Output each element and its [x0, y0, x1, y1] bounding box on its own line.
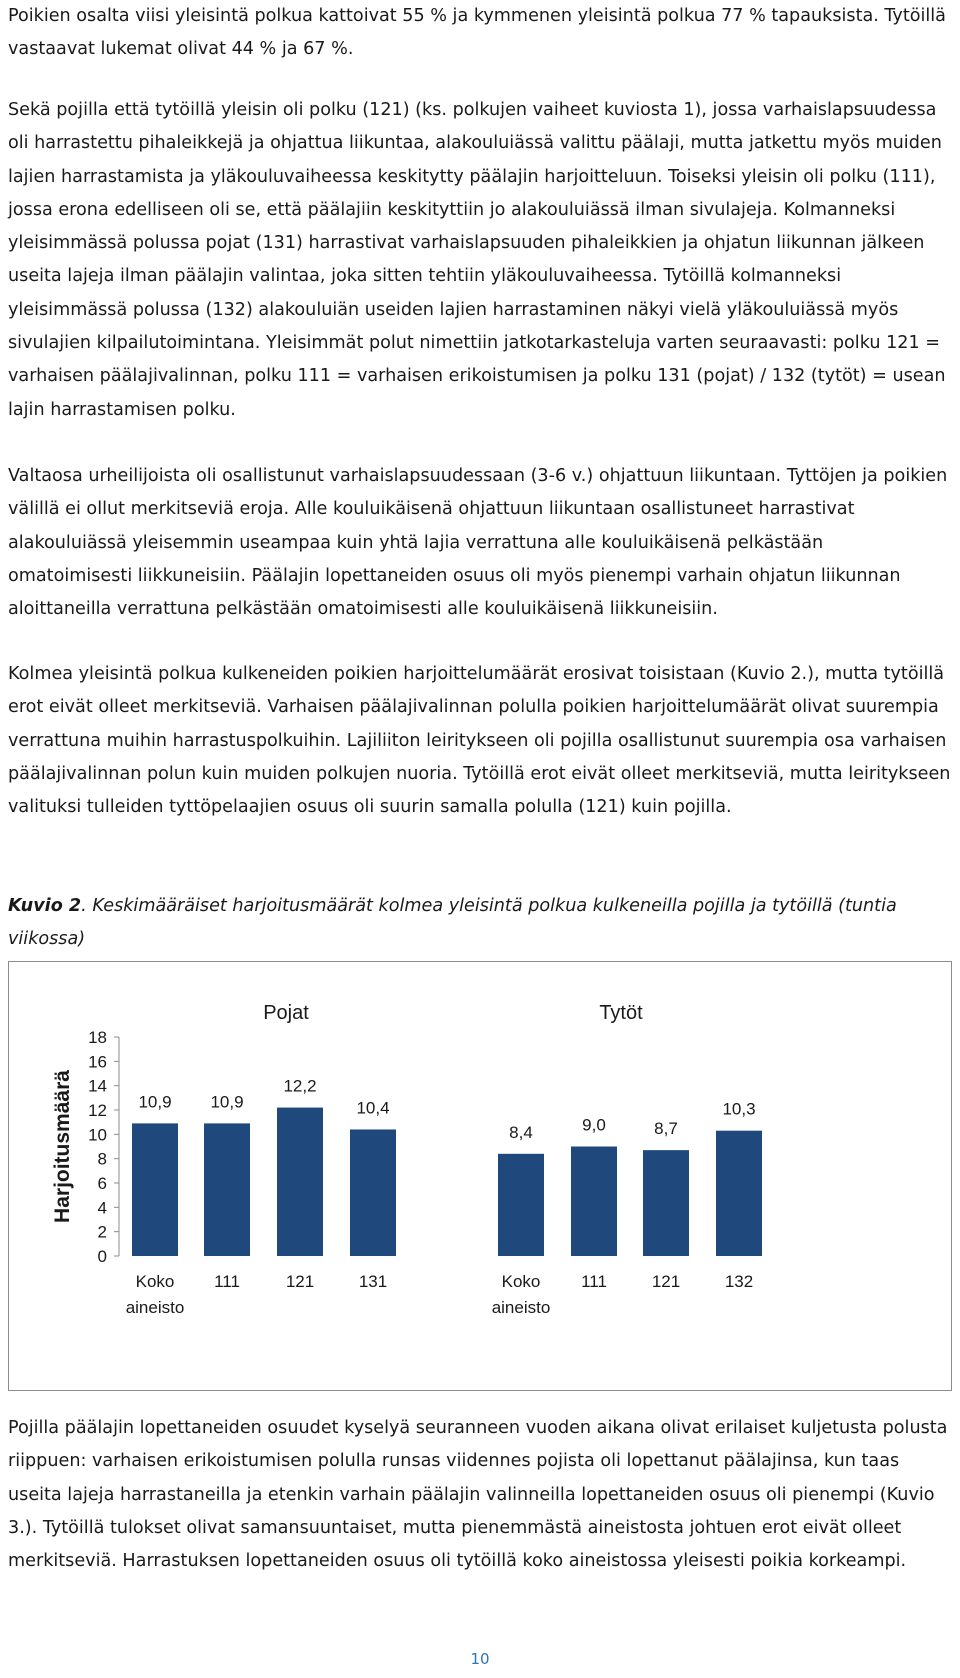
category-label: Koko: [135, 1272, 175, 1291]
y-tick-label: 16: [88, 1052, 107, 1072]
data-label: 12,2: [283, 1076, 317, 1096]
category-label: aineisto: [125, 1298, 185, 1317]
category-label: 131: [358, 1272, 388, 1291]
y-axis-title: Harjoitusmäärä: [51, 1070, 74, 1223]
paragraph-2: Sekä pojilla että tytöillä yleisin oli polku (121) (ks. polkujen vaiheet kuviosta 1), jossa varhaislapsuudessa oli harrastettu pihaleikkejä ja ohjattua liikuntaa, alakouluiässä valittu päälaji, mutta jatkettu myös muiden lajien harrastamista ja yläkouluvaiheessa keskitytty päälajin harjoitteluun. Toiseksi yleisin oli polku (111), jossa erona edelliseen oli se, että päälajiin keskityttiin jo alakouluiässä ilman sivulajeja. Kolmanneksi yleisimmässä polussa pojat (131) harrastivat varhaislapsuuden pihaleikkien ja ohjatun liikunnan jälkeen useita lajeja ilman päälajin valintaa, joka sitten tehtiin yläkouluvaiheessa. Tytöillä kolmanneksi yleisimmässä polussa (132) alakouluiän useiden lajien harrastaminen näkyi vielä yläkouluiässä myös sivulajien kilpailutoimintana. Yleisimmät polut nimettiin jatkotarkasteluja varten seuraavasti: polku 121 = varhaisen päälajivalinnan, polku 111 = varhaisen erikoistumisen ja polku 131 (pojat) / 132 (tytöt) = usean lajin harrastamisen polku.: [8, 100, 946, 420]
data-label: 10,9: [210, 1092, 244, 1112]
data-label: 9,0: [582, 1115, 606, 1135]
caption-text: . Keskimääräiset harjoitusmäärät kolmea yleisintä polkua kulkeneilla pojilla ja tytöillä (tuntia viikossa): [8, 896, 897, 950]
bar: [277, 1108, 323, 1256]
chart-canvas: [9, 962, 951, 1390]
y-tick-label: 8: [97, 1149, 107, 1169]
bar: [204, 1123, 250, 1256]
category-label: 132: [724, 1272, 754, 1291]
paragraph-4: Kolmea yleisintä polkua kulkeneiden poikien harjoittelumäärät erosivat toisistaan (Kuvio 2.), mutta tytöillä erot eivät olleet merkitseviä. Varhaisen päälajivalinnan polulla poikien harjoittelumäärät olivat suurempia verrattuna muihin harrastuspolkuihin. Lajiliiton leiritykseen oli pojilla osallistunut suurempia osa varhaisen päälajivalinnan polun kuin muiden polkujen nuoria. Tytöillä erot eivät olleet merkitseviä, mutta leiritykseen valituksi tulleiden tyttöpelaajien osuus oli suurin samalla polulla (121) kuin pojilla.: [8, 664, 951, 818]
data-label: 8,7: [654, 1119, 678, 1139]
group-title: Tytöt: [599, 1002, 643, 1024]
y-tick-label: 14: [88, 1076, 107, 1096]
bar: [498, 1154, 544, 1256]
y-tick-label: 0: [97, 1247, 107, 1266]
paragraph-3: Valtaosa urheilijoista oli osallistunut varhaislapsuudessaan (3-6 v.) ohjattuun liikuntaan. Tyttöjen ja poikien välillä ei ollut merkitseviä eroja. Alle kouluikäisenä ohjattuun liikuntaan osallistuneet harrastivat alakouluiässä yleisemmin useampaa kuin yhtä lajia verrattuna alle kouluikäisenä pelkästään omatoimisesti liikkuneisiin. Päälajin lopettaneiden osuus oli myös pienempi varhain ohjatun liikunnan aloittaneilla verrattuna pelkästään omatoimisesti alle kouluikäisenä liikkuneisiin.: [8, 466, 948, 620]
caption-label: Kuvio 2: [8, 896, 82, 916]
data-label: 10,9: [138, 1092, 172, 1112]
category-label: 121: [651, 1272, 681, 1291]
bar: [643, 1150, 689, 1256]
category-label: 111: [214, 1272, 240, 1291]
paragraph-1: Poikien osalta viisi yleisintä polkua kattoivat 55 % ja kymmenen yleisintä polkua 77 % tapauksista. Tytöillä vastaavat lukemat olivat 44 % ja 67 %.: [8, 6, 946, 60]
bar-chart: [8, 961, 952, 1391]
y-tick-label: 10: [88, 1125, 107, 1145]
bar: [716, 1131, 762, 1256]
data-label: 8,4: [509, 1122, 533, 1142]
y-tick-label: 2: [97, 1222, 107, 1242]
data-label: 10,4: [356, 1098, 390, 1118]
paragraph-5: Pojilla päälajin lopettaneiden osuudet kyselyä seuranneen vuoden aikana olivat erilaiset kuljetusta polusta riippuen: varhaisen erikoistumisen polulla runsas viidennes pojista oli lopettanut päälajinsa, kun taas useita lajeja harrastaneilla ja etenkin varhain päälajin valinneilla lopettaneiden osuus oli pienempi (Kuvio 3.). Tytöillä tulokset olivat samansuuntaiset, mutta pienemmästä aineistosta johtuen erot eivät olleet merkitseviä. Harrastuksen lopettaneiden osuus oli tytöillä koko aineistossa yleisesti poikia korkeampi.: [8, 1418, 948, 1572]
page-number: 10: [470, 1650, 490, 1668]
y-tick-label: 6: [97, 1174, 107, 1193]
y-tick-label: 18: [88, 1028, 107, 1047]
y-tick-label: 4: [97, 1198, 107, 1218]
bar: [132, 1123, 178, 1256]
bar: [571, 1147, 617, 1257]
bar: [350, 1129, 396, 1256]
category-label: 121: [285, 1272, 315, 1291]
group-title: Pojat: [263, 1002, 309, 1024]
data-label: 10,3: [722, 1099, 756, 1119]
y-tick-label: 12: [88, 1101, 107, 1120]
category-label: 111: [581, 1272, 607, 1291]
category-label: aineisto: [491, 1298, 551, 1317]
figure-caption: [8, 890, 952, 957]
category-label: Koko: [501, 1272, 541, 1291]
